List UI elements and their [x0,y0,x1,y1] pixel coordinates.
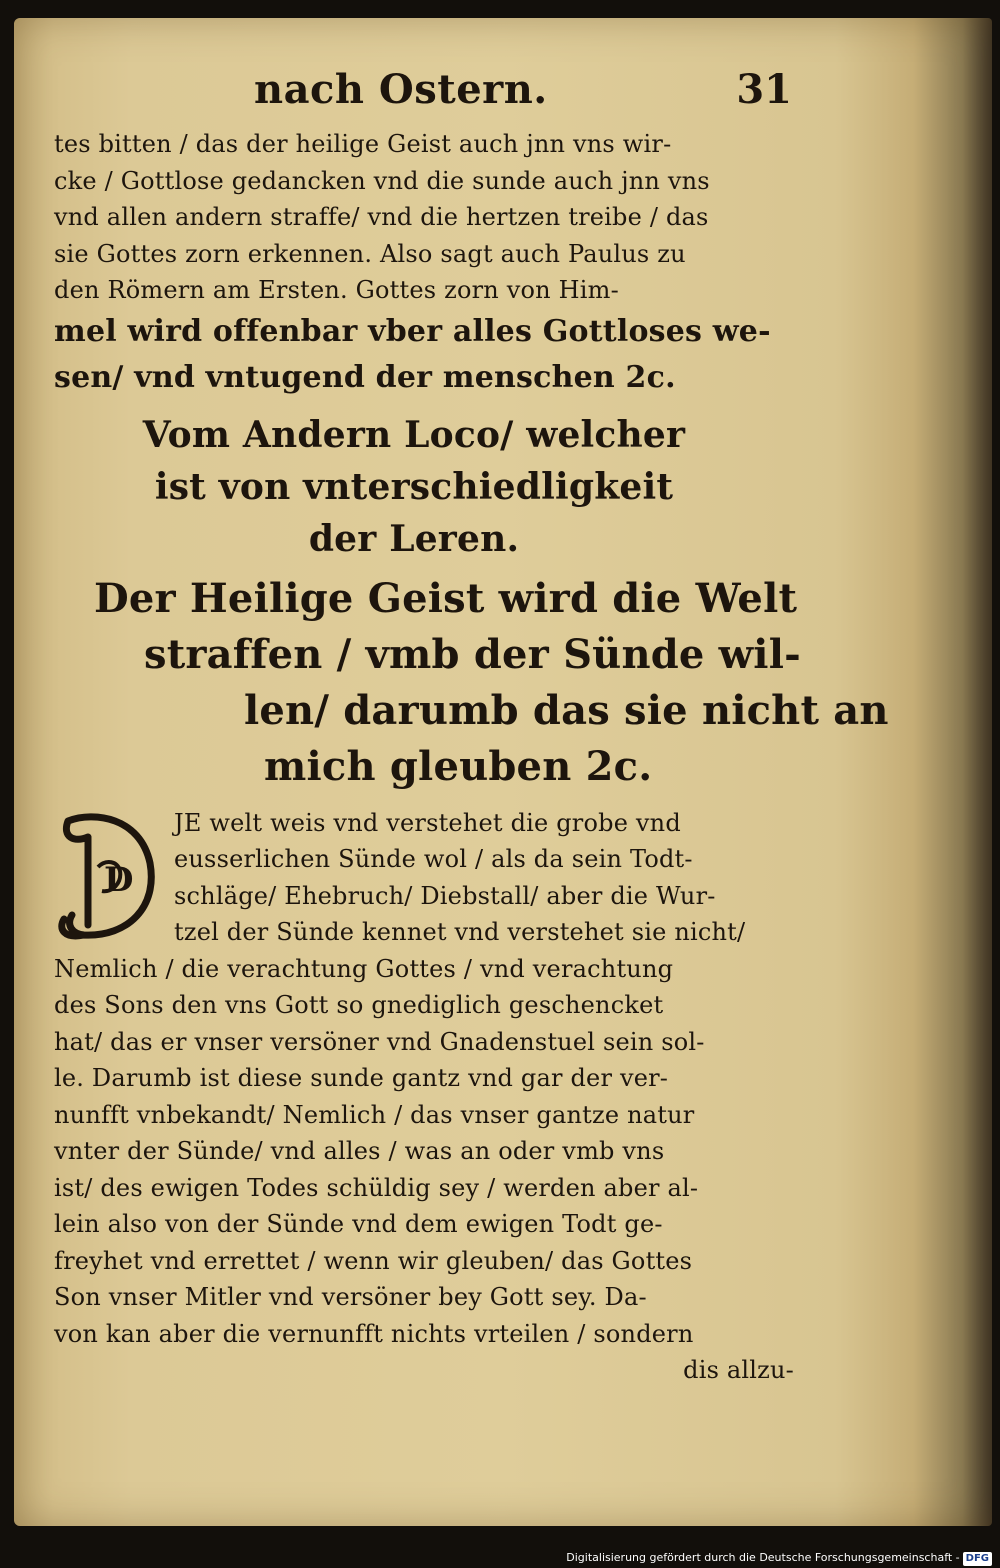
initial-letter: D [104,859,134,900]
text-line: den Römern am Ersten. Gottes zorn von Him- [54,276,619,304]
text-line: Son vnser Mitler vnd versöner bey Gott sey. Da- [54,1283,647,1311]
text-line: des Sons den vns Gott so gnediglich geschencket [54,991,664,1019]
text-line: mel wird offenbar vber alles Gottloses we- [54,313,771,349]
text-line: ist/ des ewigen Todes schüldig sey / werden aber al- [54,1173,699,1202]
dfg-logo: DFG [963,1552,992,1566]
text-line: von kan aber die vernunfft nichts vrteilen / sondern [54,1319,694,1348]
book-page [14,18,992,1526]
text-line: hat/ das er vnser versöner vnd Gnadenstuel sein sol- [54,1027,705,1056]
text-line: sen/ vnd vntugend der menschen 2c. [54,359,676,395]
top-paragraph [54,126,814,309]
section-heading [54,409,734,565]
heading-line: straffen / vmb der Sünde wil- [144,630,801,678]
text-line: schläge/ Ehebruch/ Diebstall/ aber die Wur- [174,881,716,910]
heading-line: len/ darumb das sie nicht an [244,686,889,734]
text-line: le. Darumb ist diese sunde gantz vnd gar der ver- [54,1064,669,1092]
text-line: freyhet vnd errettet / wenn wir gleuben/ das Gottes [54,1246,693,1275]
footer-credit [566,1551,992,1566]
text-block [54,64,889,1389]
heading-line: Der Heilige Geist wird die Welt [94,574,798,622]
text-line: lein also von der Sünde vnd dem ewigen Todt ge- [54,1210,663,1238]
running-head: nach Ostern. [254,66,548,113]
text-line: vnter der Sünde/ vnd alles / was an oder vmb vns [54,1137,665,1165]
emphasized-quote [54,309,814,401]
body-paragraph [54,805,814,1389]
text-line: Nemlich / die verachtung Gottes / vnd verachtung [54,954,674,983]
text-line: tzel der Sünde kennet vnd verstehet sie nicht/ [174,918,746,946]
text-line: JE welt weis vnd verstehet die grobe vnd [174,808,681,837]
catchword: dis allzu- [683,1356,794,1384]
text-line: tes bitten / das der heilige Geist auch jnn vns wir- [54,130,672,158]
heading-line: der Leren. [308,517,520,560]
text-line: eusserlichen Sünde wol / als da sein Todt- [174,845,693,873]
page-header [54,64,814,126]
footer-text: Digitalisierung gefördert durch die Deutsche Forschungsgemeinschaft - [566,1551,960,1564]
heading-line: mich gleuben 2c. [264,742,653,790]
heading-line: ist von vnterschiedligkeit [154,465,674,508]
text-line: nunfft vnbekandt/ Nemlich / das vnser gantze natur [54,1100,695,1129]
text-line: cke / Gottlose gedancken vnd die sunde auch jnn vns [54,166,710,195]
page-number: 31 [736,66,792,113]
scripture-heading [54,571,889,795]
heading-line: Vom Andern Loco/ welcher [142,413,686,456]
decorated-initial [54,807,162,949]
text-line: sie Gottes zorn erkennen. Also sagt auch Paulus zu [54,239,686,268]
text-line: vnd allen andern straffe/ vnd die hertzen treibe / das [54,203,709,231]
